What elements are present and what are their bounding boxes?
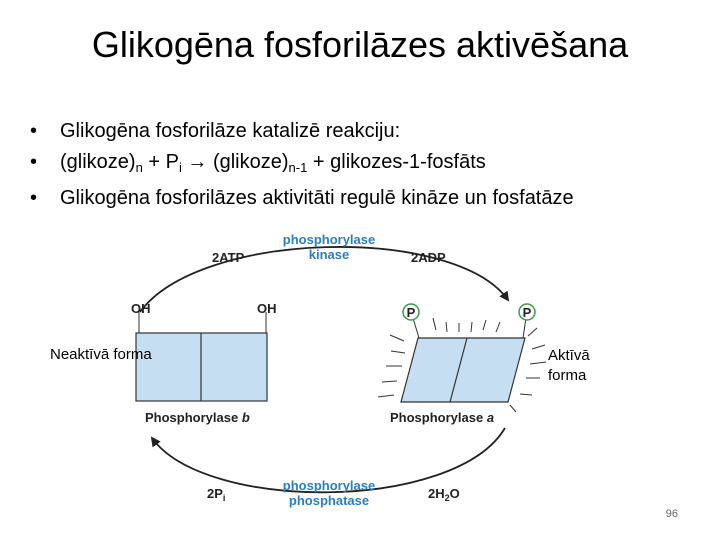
bullet-dot: •	[30, 151, 38, 173]
phosphorylase-a-box	[401, 338, 525, 402]
atp-label: 2ATP	[212, 250, 245, 265]
adp-label: 2ADP	[411, 250, 446, 265]
water-label: $2H_2O$	[428, 486, 460, 503]
inactive-form-label: Neaktīvā forma	[50, 346, 152, 363]
bullet-item-1: • Glikogēna fosforilāze katalizē reakciju:	[30, 116, 574, 147]
hydroxyl-label-2: OH	[257, 301, 277, 316]
phosphatase-label-line2: phosphatase	[288, 493, 370, 508]
phosphatase-label-line1: phosphorylase	[282, 478, 376, 493]
page-title: Glikogēna fosforilāzes aktivēšana	[91, 24, 629, 65]
bullet-dot: •	[30, 120, 38, 142]
bullet-item-2: • $(glikoze)_n + P_i$ → $(glikoze)_{n-1}$ + glikozes-1-fosfāts	[30, 147, 574, 183]
active-form-label: Aktīvā forma	[548, 347, 590, 384]
pi-label: $2P_i$	[207, 486, 226, 503]
kinase-label-line1: phosphorylase	[282, 232, 376, 247]
phosphorylase-a-label: Phosphorylase a	[390, 410, 495, 425]
bullet-dot: •	[30, 187, 38, 209]
hydroxyl-label-1: OH	[131, 301, 151, 316]
kinase-label-line2: kinase	[308, 247, 350, 262]
page-number: 96	[665, 508, 678, 520]
phosphate-label-2: P	[522, 305, 532, 320]
phosphorylase-b-label: Phosphorylase b	[145, 410, 250, 425]
bullet-item-3: • Glikogēna fosforilāzes aktivitāti regulē kināze un fosfatāze	[30, 183, 574, 214]
phosphate-label-1: P	[406, 305, 416, 320]
